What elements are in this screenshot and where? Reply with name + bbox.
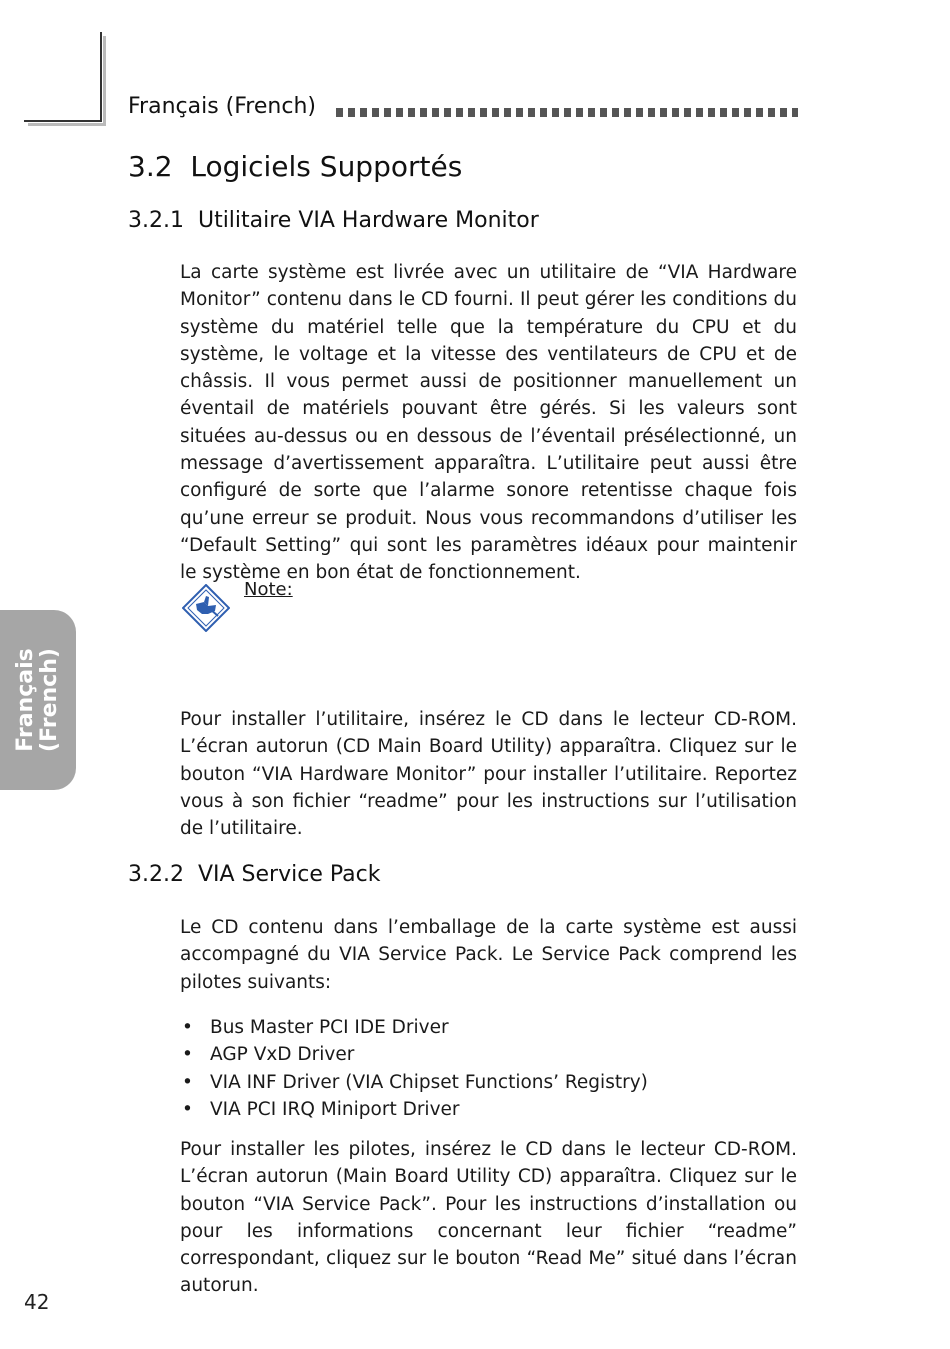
list-item: • VIA INF Driver (VIA Chipset Functions’ Registry) [180,1069,648,1096]
subsection-title-hardware-monitor: 3.2.1 Utilitaire VIA Hardware Monitor [128,208,539,233]
note-hand-icon [182,584,230,632]
bullet-dot: • [182,1017,193,1038]
driver-list [180,1014,648,1123]
list-item: • Bus Master PCI IDE Driver [180,1014,648,1041]
page-number: 42 [24,1290,50,1314]
list-item: • AGP VxD Driver [180,1041,648,1068]
header-language-label: Français (French) [128,94,316,119]
note-label: Note: [244,579,293,600]
language-side-tab [0,610,76,790]
service-pack-description: Le CD contenu dans l’emballage de la carte système est aussi accompagné du VIA Service Pack. Le Service Pack comprend les pilotes suivants: [180,917,797,993]
corner-crop-mark [24,32,104,124]
subsection-title-service-pack: 3.2.2 VIA Service Pack [128,862,381,887]
section-title: 3.2 Logiciels Supportés [128,150,463,183]
service-pack-install-instructions: Pour installer les pilotes, insérez le CD dans le lecteur CD-ROM. L’écran autorun (Main Board Utility CD) apparaîtra. Cliquez sur le bouton “VIA Service Pack”. Pour les instructions d’installation ou pour les informations concernant leur fichier “readme” correspondant, cliquez sur le bouton “Read Me” situé dans l’écran autorun. [180,1139,797,1297]
bullet-dot: • [182,1071,193,1093]
header-dotted-rule [336,108,798,117]
list-item: • VIA PCI IRQ Miniport Driver [180,1096,648,1123]
side-tab-label: Français (French) [13,648,62,752]
bullet-dot: • [182,1098,193,1120]
hardware-monitor-description: La carte système est livrée avec un utilitaire de “VIA Hardware Monitor” contenu dans le CD fourni. Il peut gérer les conditions du système du matériel telle que la température du CPU et du système, le voltage et la vitesse des ventilateurs de CPU et de châssis. Il vous permet aussi de positionner manuellement un éventail de matériels pouvant être gérés. Si les valeurs sont situées au-dessus ou en dessous de l’éventail présélectionné, un message d’avertissement apparaîtra. L’utilitaire peut aussi être configuré de sorte que l’alarme sonore retentisse chaque fois qu’une erreur se produit. Nous vous recommandons d’utiliser les “Default Setting” qui sont les paramètres idéaux pour maintenir le système en bon état de fonctionnement. [180,262,797,584]
hardware-monitor-install-instructions: Pour installer l’utilitaire, insérez le CD dans le lecteur CD-ROM. L’écran autorun (CD Main Board Utility) apparaîtra. Cliquez sur le bouton “VIA Hardware Monitor” pour installer l’utilitaire. Reportez vous à son fichier “readme” pour les instructions sur l’utilisation de l’utilitaire. [180,709,797,840]
bullet-dot: • [182,1044,193,1066]
